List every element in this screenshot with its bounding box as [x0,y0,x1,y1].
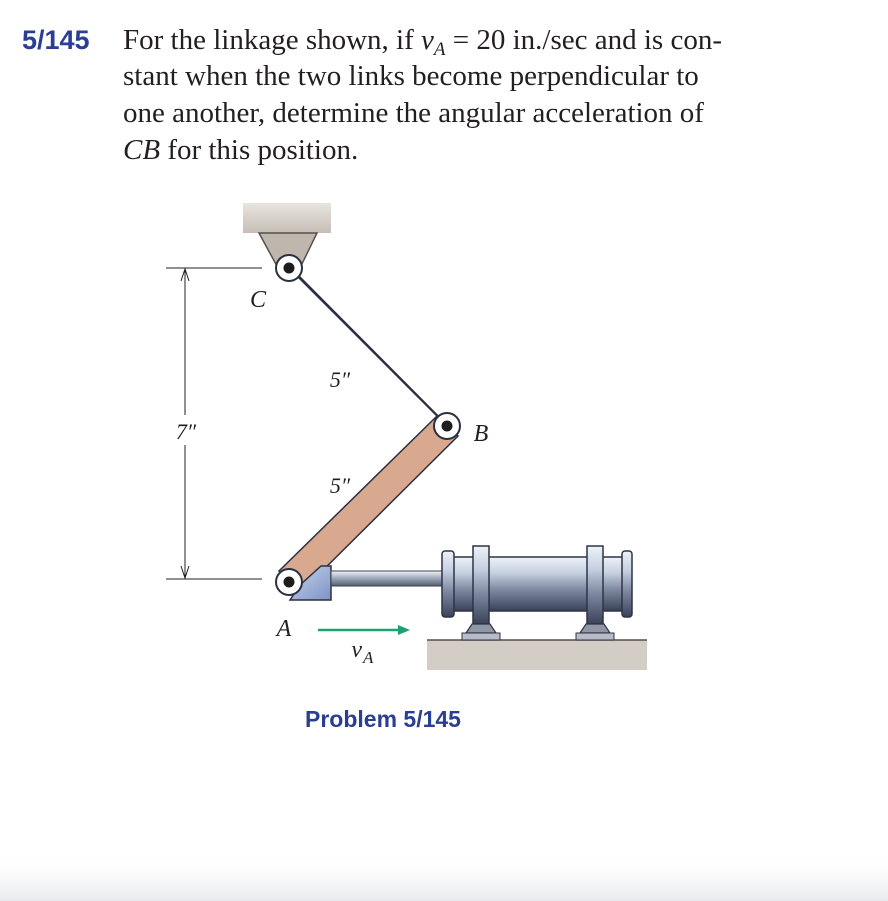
link-cb-length-label: 5″ [329,367,351,392]
hydraulic-cylinder [442,546,632,640]
piston-rod [331,571,446,586]
page-bottom-shadow [0,851,888,901]
figure-caption: Problem 5/145 [305,706,461,732]
link-cb [279,258,458,436]
dimension-7in-label: 7″ [175,419,197,444]
label-c: C [249,287,267,313]
link-ab-length-label: 5″ [329,473,351,498]
problem-text-line-4: CB for this position. [123,134,359,166]
problem-text-line-3: one another, determine the angular acceleration of [123,97,704,129]
problem-text-line-2: stant when the two links become perpendicular to [123,60,699,92]
velocity-arrowhead [398,625,410,635]
ceiling-support [243,203,331,233]
problem-text-line-1: For the linkage shown, if $v_A = 20$ in./sec and is con- [123,24,722,60]
label-b: B [473,421,489,447]
ground-block [427,640,647,670]
link-ab [279,416,458,593]
problem-number: 5/145 [22,25,90,55]
velocity-label: v [351,637,362,663]
pin-a [276,569,302,595]
pin-c [276,255,302,281]
label-a: A [276,616,292,642]
velocity-label-subscript: A [363,648,374,667]
pin-b [434,413,460,439]
